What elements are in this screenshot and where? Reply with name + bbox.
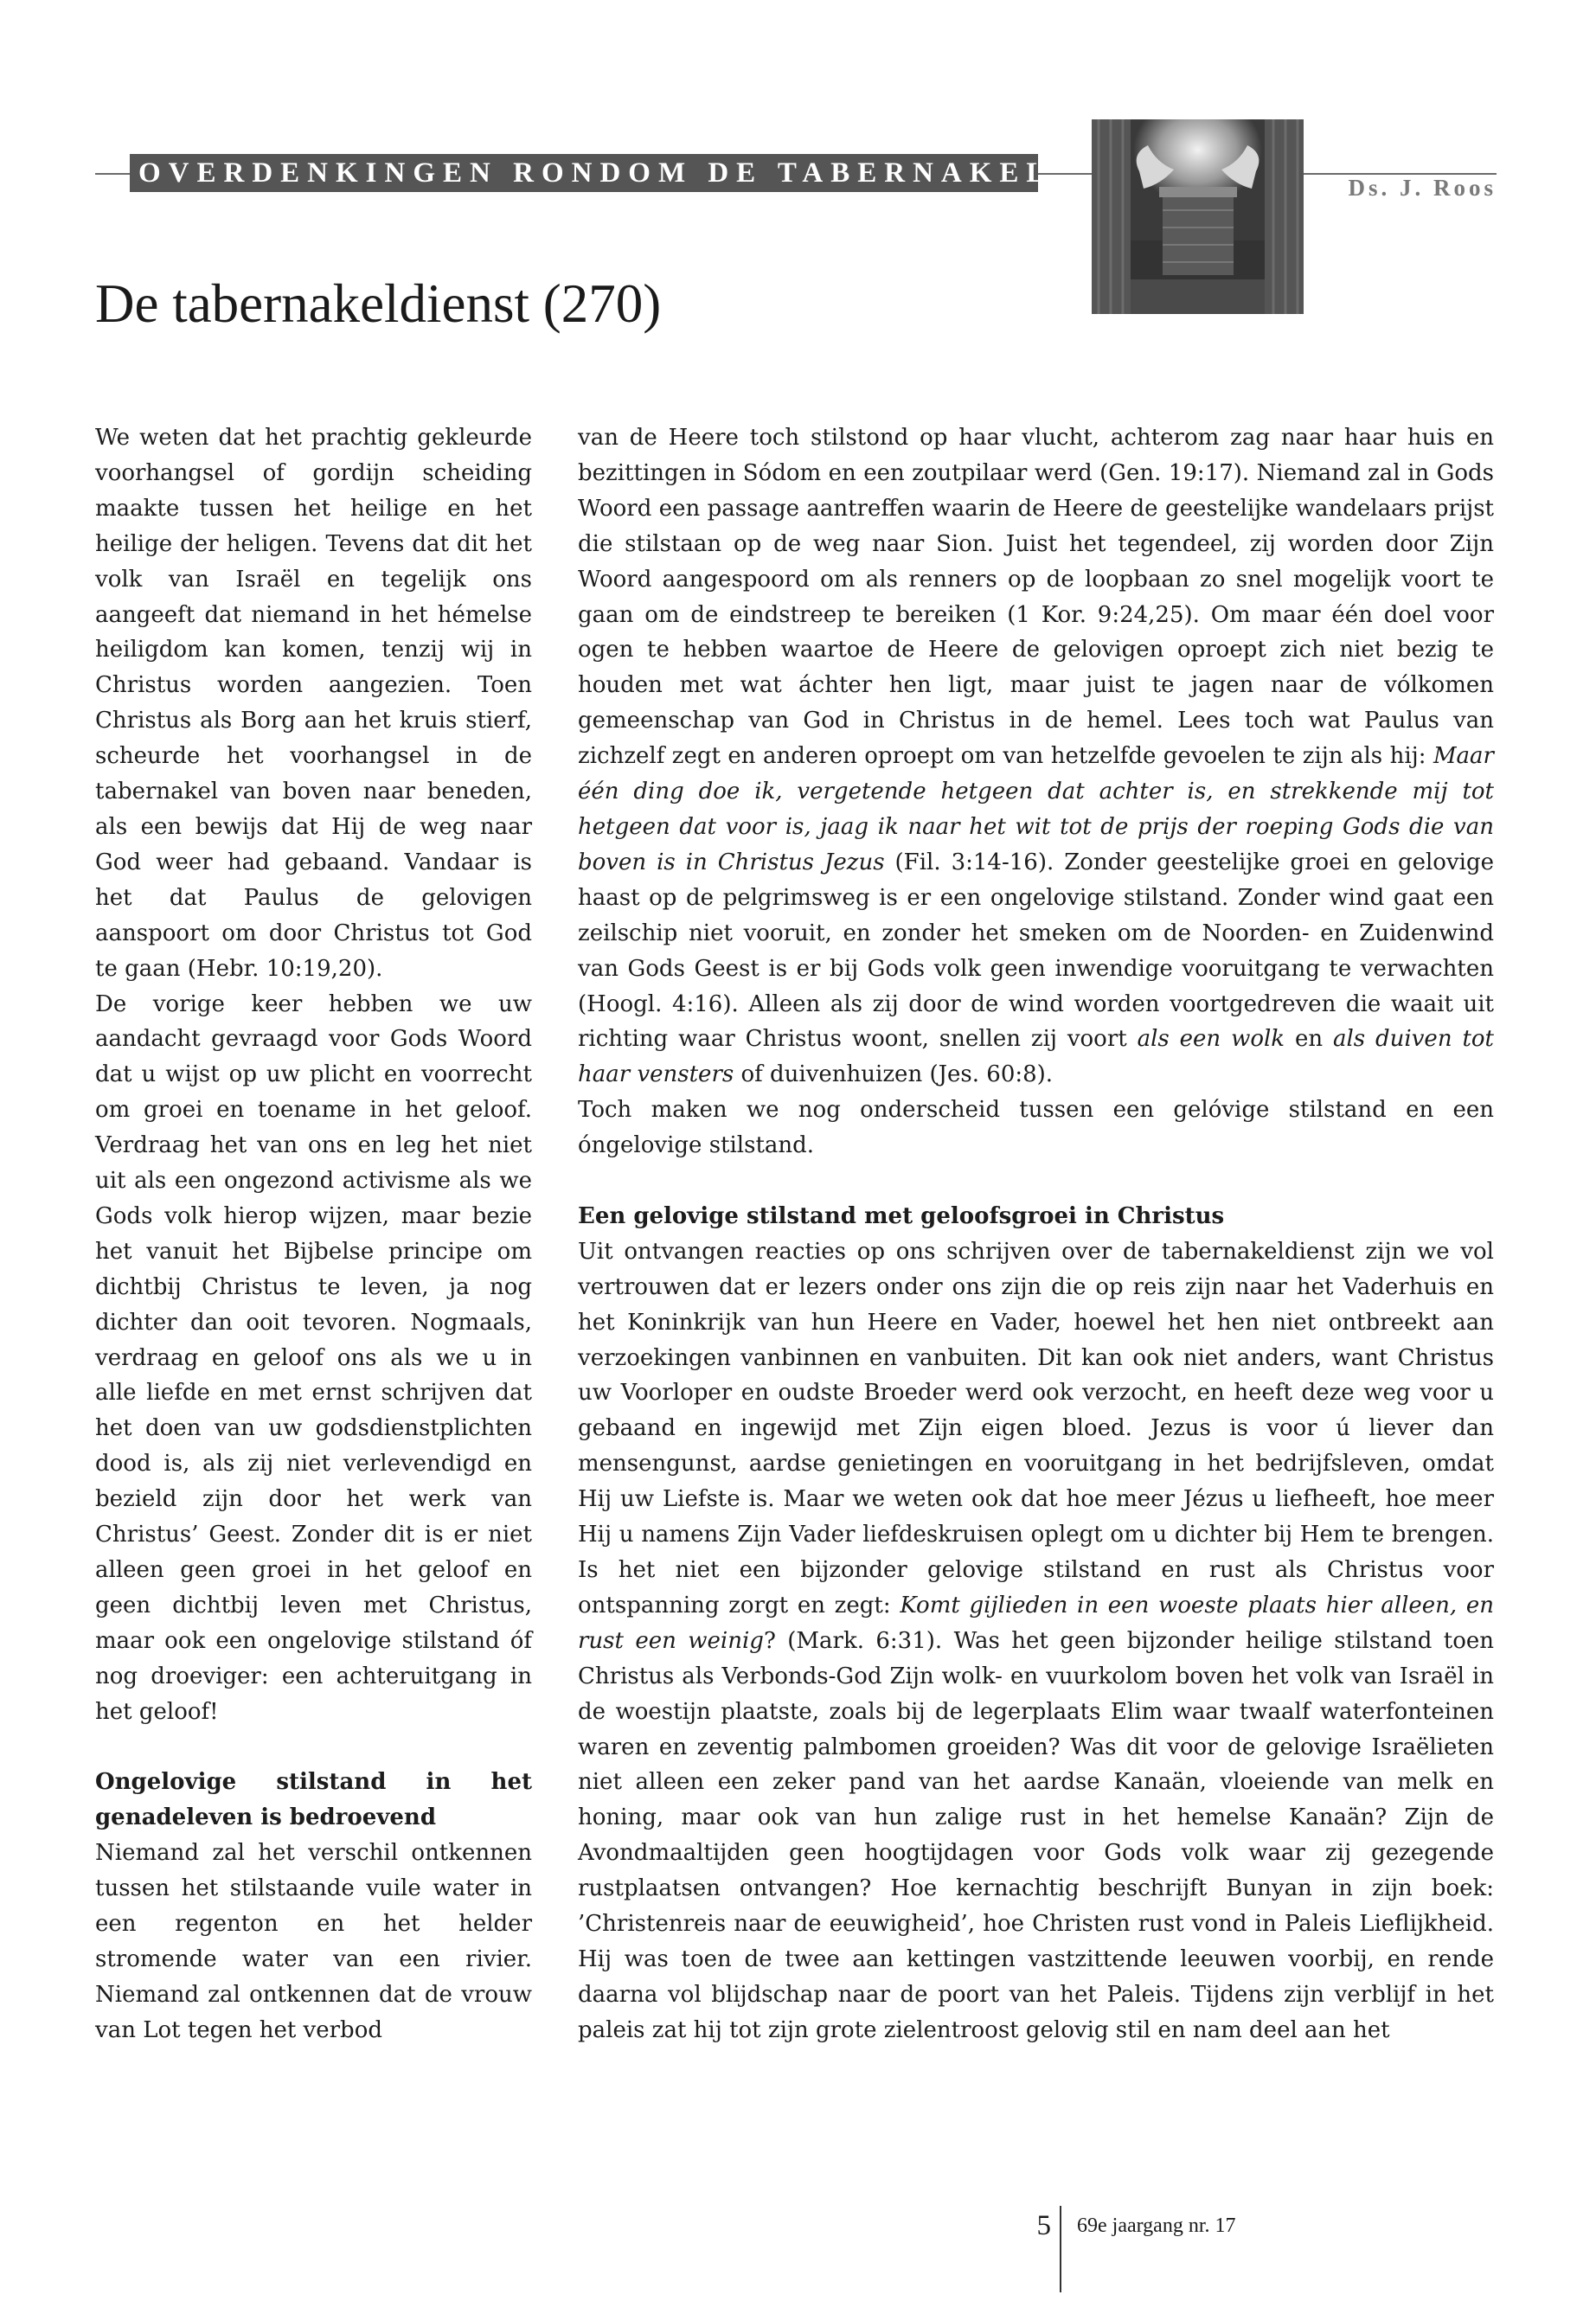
scripture-quote: Komt gijlieden in een woeste plaats hier alleen, en rust een weinig <box>578 1592 1495 1654</box>
scripture-quote: als een wolk <box>1137 1026 1285 1053</box>
text-run: (Fil. 3:14-16). Zonder geestelijke groei en gelovige haast op de pelgrimsweg is er een ongelovige stilstand. Zonder wind gaat een zeilschip niet vooruit, en zonder het smeken om de Noorden- en Zuidenwind van Gods Geest is er bij Gods volk geen inwendige vooruitgang te verwachten (Hoogl. 4:16). Alleen als zij door de wind worden voortgedreven die waait uit richting waar Christus woont, snellen zij voort <box>578 849 1494 1053</box>
ark-of-covenant-illustration <box>1092 119 1304 314</box>
page-number: 5 <box>1036 2210 1051 2241</box>
author-name: Ds. J. Roos <box>1348 175 1497 201</box>
text-run: Uit ontvangen reacties op ons schrijven over de tabernakeldienst zijn we vol vertrouwen dat er lezers onder ons zijn die op reis zijn naar het Vaderhuis en het Koninkrijk van hun Heere en Vader, hoewel het hen niet ontbreekt aan verzoekingen vanbinnen en vanbuiten. Dit kan ook niet anders, want Christus uw Voorloper en oudste Broeder werd ook verzocht, en heeft deze weg voor u gebaand en ingewijd met Zijn eigen bloed. Jezus is voor ú liever dan mensengunst, aardse genietingen en vooruitgang in het bedrijfsleven, omdat Hij uw Liefste is. Maar we weten ook dat hoe meer Jézus u liefheeft, hoe meer Hij u namens Zijn Vader liefdeskruisen oplegt om u dichter bij Hem te brengen. Is het niet een bijzonder gelovige stilstand en rust als Christus voor ontspanning zorgt en zegt: <box>578 1238 1494 1618</box>
left-section-heading: Ongelovige stilstand in het genadeleven is bedroevend <box>95 1769 532 1831</box>
ark-illustration-svg <box>1092 119 1304 314</box>
footer-divider <box>1060 2206 1061 2292</box>
left-paragraph-3: Niemand zal het verschil ontkennen tussen het stilstaande vuile water in een regenton en het helder stromende water van een rivier. Niemand zal ontkennen dat de vrouw van Lot tegen het verbod <box>95 1840 532 2043</box>
text-run: van de Heere toch stilstond op haar vlucht, achterom zag naar haar huis en bezittingen in Sódom en een zoutpilaar werd (Gen. 19:17). Niemand zal in Gods Woord een passage aantreffen waarin de Heere de geestelijke wandelaars prijst die stilstaan op de weg naar Sion. Juist het tegendeel, zij worden door Zijn Woord aangespoord om als renners op de loopbaan zo snel mogelijk voort te gaan om de eindstreep te bereiken (1 Kor. 9:24,25). Om maar één doel voor ogen te hebben waartoe de Heere de gelovigen oproept zich niet bezig te houden met wat áchter hen ligt, maar juist te jagen naar de vólkomen gemeenschap van God in Christus in de hemel. Lees toch wat Paulus van zichzelf zegt en anderen oproept om van hetzelfde gevoelen te zijn als hij: <box>578 425 1494 770</box>
right-section-heading: Een gelovige stilstand met geloofsgroei in Christus <box>578 1202 1225 1229</box>
right-paragraph-1 <box>578 420 1494 1093</box>
scripture-quote: Maar één ding doe ik, vergetende hetgeen dat achter is, en strekkende mij tot hetgeen dat voor is, jaag ik naar het wit tot de prijs der roeping Gods die van boven is in Christus Jezus <box>578 743 1494 875</box>
scripture-quote: als duiven tot haar vensters <box>578 1026 1495 1088</box>
right-paragraph-3 <box>578 1234 1494 2048</box>
text-run: of duivenhuizen (Jes. 60:8). <box>734 1061 1054 1088</box>
issue-label: 69e jaargang nr. 17 <box>1077 2214 1236 2237</box>
right-column <box>578 420 1494 2048</box>
page-title: De tabernakeldienst (270) <box>95 273 662 334</box>
right-paragraph-2: Toch maken we nog onderscheid tussen een gelóvige stilstand en een óngelovige stilstand. <box>578 1097 1494 1159</box>
text-run: ? (Mark. 6:31). Was het geen bijzonder heilige stilstand toen Christus als Verbonds-God Zijn wolk- en vuurkolom boven het volk van Israël in de woestijn plaatste, zoals bij de legerplaats Elim waar twaalf waterfonteinen waren en zeventig palmbomen groeiden? Was dit voor de gelovige Israëlieten niet alleen een zeker pand van het aardse Kanaän, vloeiende van melk en honing, maar ook van hun zalige rust in het hemelse Kanaän? Zijn de Avondmaaltijden geen hoogtijdagen voor Gods volk waar zij gezegende rustplaatsen ontvangen? Hoe kernachtig beschrijft Bunyan in zijn boek: ’Christenreis naar de eeuwigheid’, hoe Christen rust vond in Paleis Lieflijkheid. Hij was toen de twee aan kettingen vastzittende leeuwen voorbij, en rende daarna vol blijdschap naar de poort van het Paleis. Tijdens zijn verblijf in het paleis zat hij tot zijn grote zielentroost gelovig stil en nam deel aan het <box>578 1627 1494 2043</box>
text-run: en <box>1285 1026 1333 1053</box>
left-paragraph-2: De vorige keer hebben we uw aandacht gevraagd voor Gods Woord dat u wijst op uw plicht en voorrecht om groei en toename in het geloof. Verdraag het van ons en leg het niet uit als een ongezond activisme als we Gods volk hierop wijzen, maar bezie het vanuit het Bijbelse principe om dichtbij Christus te leven, ja nog dichter dan ooit tevoren. Nogmaals, verdraag en geloof ons als we u in alle liefde en met ernst schrijven dat het doen van uw godsdienstplichten dood is, als zij niet verlevendigd en bezield zijn door het werk van Christus’ Geest. Zonder dit is er niet alleen geen groei in het geloof en geen dichtbij leven met Christus, maar ook een ongelovige stilstand óf nog droeviger: een achteruitgang in het geloof! <box>95 990 532 1725</box>
series-title: OVERDENKINGEN RONDOM DE TABERNAKEL <box>130 154 1038 192</box>
left-paragraph-1: We weten dat het prachtig gekleurde voorhangsel of gordijn scheiding maakte tussen het heilige en het heilige der heligen. Tevens dat dit het volk van Israël en tegelijk ons aangeeft dat niemand in het hémelse heiligdom kan komen, tenzij wij in Christus worden aangezien. Toen Christus als Borg aan het kruis stierf, scheurde het voorhangsel in de tabernakel van boven naar beneden, als een bewijs dat Hij de weg naar God weer had gebaand. Vandaar is het dat Paulus de gelovigen aanspoort om door Christus tot God te gaan (Hebr. 10:19,20). <box>95 425 532 982</box>
left-column <box>95 420 532 2048</box>
